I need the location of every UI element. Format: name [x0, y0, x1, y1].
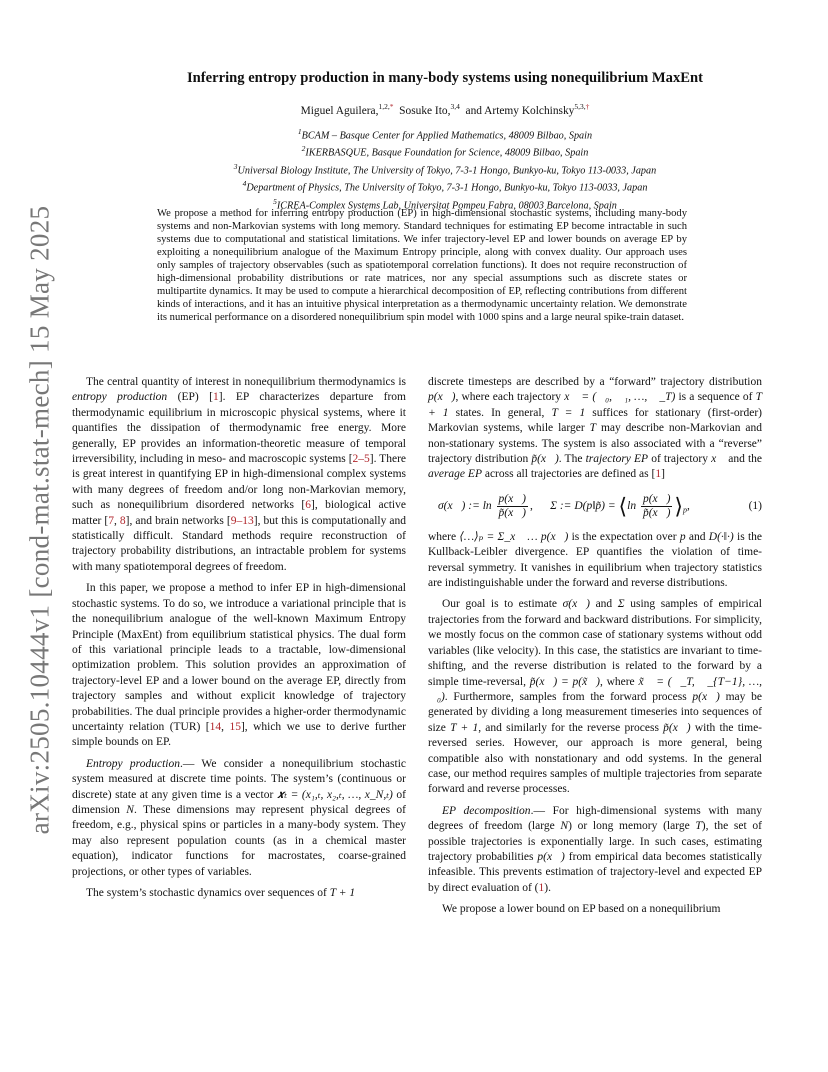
citation-link[interactable]: 1: [212, 391, 219, 404]
citation-link[interactable]: 8: [119, 514, 126, 527]
paragraph: EP decomposition.— For high-dimensional systems with many degrees of freedom (large N) or long memory (large T), the set of possible trajectories is exponentially large. In such cases, estimating trajectory probabilities p(x⃗) from empirical data becomes statistically infeasible. This prevents estimation of trajectory-level and expected EP by direct evaluation of (1).: [428, 804, 763, 894]
citation-link[interactable]: 1: [538, 881, 545, 894]
affiliation-line: $^1$BCAM – Basque Center for Applied Mathematics, 48009 Bilbao, Spain: [297, 127, 593, 142]
author-name: Miguel Aguilera,: [300, 104, 379, 117]
paragraph: In this paper, we propose a method to infer EP in high-dimensional stochastic systems. To do so, we introduce a variational principle that is the nonequilibrium analogue of the well-known Maximum Entropy Principle (MaxEnt) from equilibrium statistical physics. The dual form of this variational principle leads to a tractable, low-dimensional optimization problem. This solution provides an approximation of trajectory-level EP and a lower bound on the average EP, directly from trajectory samples and without explicit knowledge of trajectory probabilities. The dual principle provides a higher-order thermodynamic uncertainty relation (TUR) [14, 15], which we use to derive further simple bounds on EP.: [72, 582, 407, 749]
arxiv-identifier: arXiv:2505.10444v1 [cond-mat.stat-mech] 15 May 2025: [24, 205, 55, 835]
citation-link[interactable]: 15: [229, 720, 241, 733]
author-name: Sosuke Ito,: [399, 104, 451, 117]
affiliation-line: $^3$Universal Biology Institute, The University of Tokyo, 7-3-1 Hongo, Bunkyo-ku, Tokyo 113-0033, Japan: [233, 161, 657, 177]
corresponding-marker[interactable]: †: [585, 102, 590, 111]
citation-link[interactable]: 9–13: [230, 514, 254, 527]
corresponding-marker[interactable]: *: [389, 102, 394, 111]
paragraph: Our goal is to estimate σ(x⃗) and Σ using samples of empirical trajectories from the forward and backward distributions. For simplicity, we mostly focus on the common case of stationary systems without odd variables (like velocity). In this case, the statistics are invariant to time-shifting, and the reverse distribution is related to the forward by a simple time-reversal, p̃(x⃗) = p(x̃⃗), where x̃⃗ = (𝒙_T, 𝒙_{T−1}, …, 𝒙₀). Furthermore, samples from the forward process p(x⃗) may be generated by dividing a long measurement timeseries into sequences of size T + 1, and similarly for the reverse process p̃(x⃗) with the time-reversed series. However, our approach is more general, being compatible also with nonstationary and odd systems. In the general case, our method requires samples of multiple trajectories from separate forward and reverse processes.: [428, 598, 763, 796]
right-column: [428, 375, 762, 918]
author-name: and Artemy Kolchinsky: [465, 104, 575, 117]
affiliation-line: $^5$ICREA-Complex Systems Lab, Universitat Pompeu Fabra, 08003 Barcelona, Spain: [273, 196, 617, 211]
paragraph: The system’s stochastic dynamics over sequences of T + 1: [86, 887, 356, 899]
math-inline: T + 1: [329, 887, 356, 899]
affiliation-line: $^2$IKERBASQUE, Basque Foundation for Science, 48009 Bilbao, Spain: [301, 144, 589, 159]
math-inline: 𝒙ₜ = (x₁,ₜ, x₂,ₜ, …, x_N,ₜ): [276, 788, 393, 801]
citation-link[interactable]: 2–5: [352, 453, 370, 466]
equation-1: σ(x⃗) := ln $\frac{p(x⃗)}{p̃(x⃗)}$ , Σ := D(p‖p̃) = ⟨ln $\frac{p(x⃗)}{p̃(x⃗)}$ $⟩_p$, (1): [438, 492, 762, 519]
abstract: We propose a method for inferring entropy production (EP) in high-dimensional stochastic systems, including many-body systems and non-Markovian systems with long memory. Standard techniques for estimating EP become intractable in such systems due to computational and statistical limitations. We infer trajectory-level EP and lower bounds on average EP by exploiting a nonequilibrium analogue of the Maximum Entropy principle, along with convex duality. Our approach uses only samples of trajectory observables (such as spatiotemporal correlation functions). It does not require reconstruction of high-dimensional probability distributions or rate matrices, nor any special assumptions such as discrete states or multipartite dynamics. It may be used to compute a hierarchical decomposition of EP, reflecting contributions from different kinds of interactions, and it has an intuitive physical interpretation as a thermodynamic uncertainty relation. We demonstrate its numerical performance on a disordered nonequilibrium spin model with 1000 spins and a large neural spike-train dataset.: [157, 208, 687, 323]
affiliation-line: $^4$Department of Physics, The University of Tokyo, 7-3-1 Hongo, Bunkyo-ku, Tokyo 113-0033, Japan: [242, 179, 648, 194]
math-inline: N: [126, 803, 134, 816]
paper-title: Inferring entropy production in many-body systems using nonequilibrium MaxEnt: [186, 70, 703, 86]
citation-link[interactable]: 7: [108, 514, 114, 527]
author-list: [110, 102, 780, 117]
author-affil-marker: 1,2,: [378, 102, 390, 111]
author-affil-marker: 5,3,: [574, 102, 586, 111]
citation-link[interactable]: 6: [305, 499, 311, 512]
left-column: [72, 375, 406, 901]
paragraph: We propose a lower bound on EP based on a nonequilibrium: [442, 903, 721, 916]
citation-link[interactable]: 14: [209, 720, 222, 733]
author-affil-marker: 3,4: [450, 102, 460, 111]
arxiv-sidebar: [20, 150, 60, 890]
paragraph: where ⟨…⟩ₚ = Σ_x⃗ … p(x⃗) is the expectation over p and D(·‖·) is the Kullback-Leibler divergence. EP quantifies the violation of time-reversal symmetry. It vanishes in equilibrium when trajectory statistics are indistinguishable under the forward and reverse distributions.: [428, 530, 763, 590]
paragraph: discrete timesteps are described by a “forward” trajectory distribution p(x⃗), where each trajectory x⃗ = (𝒙₀, 𝒙₁, …, 𝒙_T) is a sequence of T + 1 states. In general, T = 1 suffices for stationary (first-order) Markovian systems, while larger T may describe non-Markovian and non-stationary systems. The system is also associated with a “reverse” trajectory distribution p̃(x⃗). The trajectory EP of trajectory x⃗ and the average EP across all trajectories are defined as [1]: [428, 376, 763, 481]
paragraph: The central quantity of interest in nonequilibrium thermodynamics is entropy production (EP) [1]. EP characterizes departure from thermodynamic equilibrium in microscopic physical systems, where it quantifies the dissipation of thermodynamic free energy. More generally, EP provides an information-theoretic measure of temporal irreversibility, including in meso- and macroscopic systems [2–5]. There is great interest in quantifying EP in high-dimensional complex systems with many degrees of freedom and/or long non-Markovian memory, such as nonequilibrium disordered networks [6], biological active matter [7, 8], and brain networks [9–13], but this is computationally and statistically difficult. Standard methods require reconstruction of trajectory probability distributions, an intractable problem for systems with many spatiotemporal degrees of freedom.: [72, 376, 406, 573]
citation-link[interactable]: 1: [655, 468, 662, 481]
paragraph: Entropy production.— We consider a nonequilibrium stochastic system measured at discrete time points. The system’s (continuous or discrete) state at any given time is a vector 𝒙ₜ = (x₁,ₜ, x₂,ₜ, …, x_N,ₜ) of dimension N. These dimensions may represent physical degrees of freedom, e.g., physical spins or particles in a many-body system. They may also represent population counts (as in a chemical master equation), indicator functions for macrostates, coarse-grained projections, or other types of variables.: [72, 757, 406, 878]
equation-number: (1): [748, 499, 762, 512]
affiliations: [110, 125, 780, 212]
